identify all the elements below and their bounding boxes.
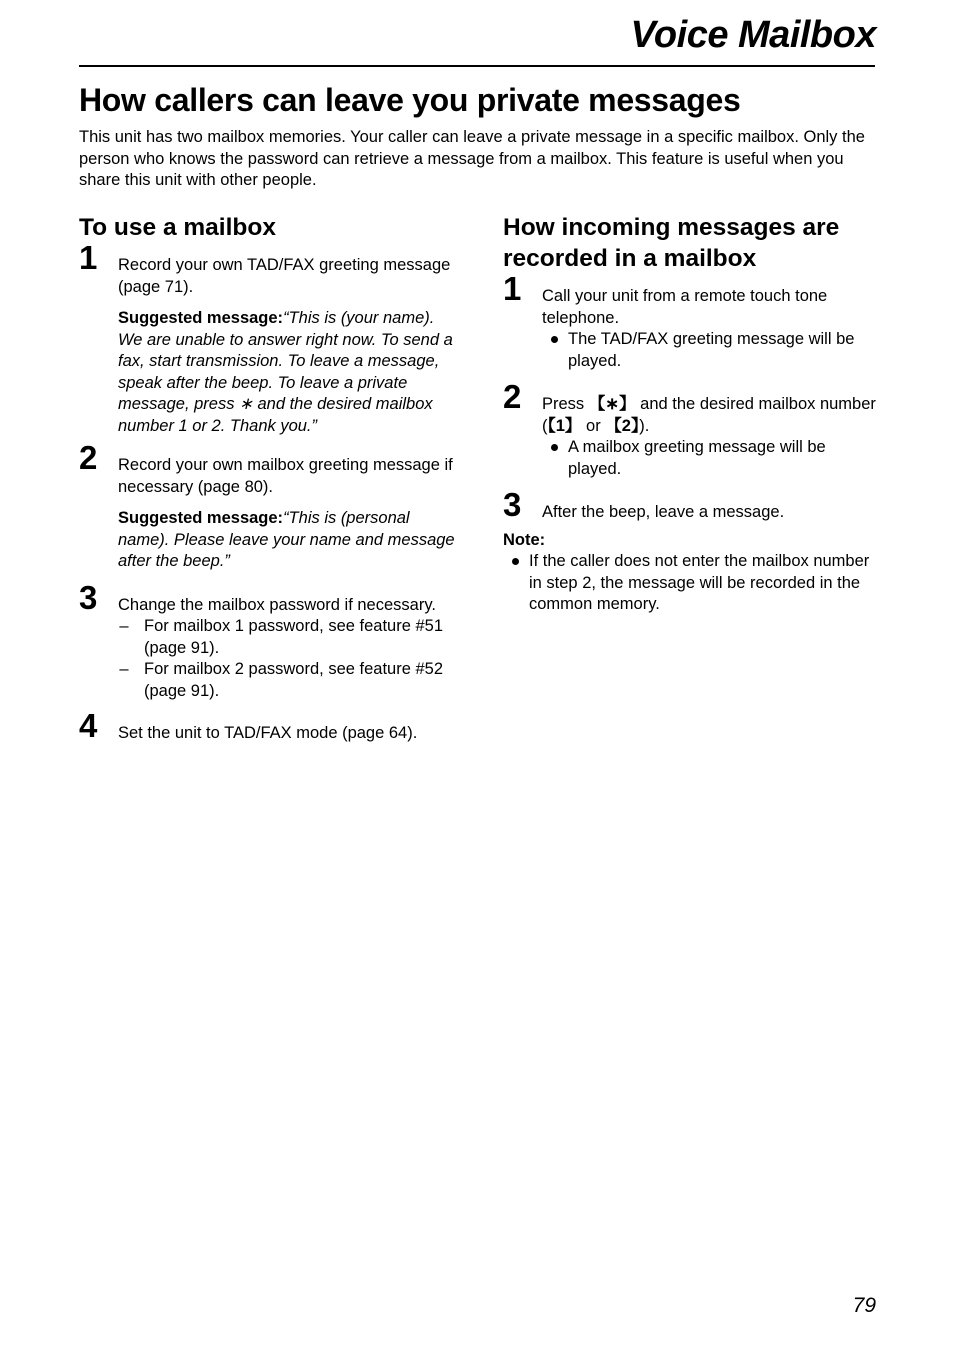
page-number: 79 <box>852 1294 876 1317</box>
key-1-icon: 【1】 <box>547 416 582 435</box>
step-number: 3 <box>79 578 98 616</box>
step-text-part: ). <box>639 416 650 435</box>
dash-item-text: For mailbox 2 password, see feature #52 (page 91). <box>144 660 443 700</box>
right-section-title: How incoming messages are recorded in a mailbox <box>503 214 840 272</box>
left-step-1 <box>79 239 459 437</box>
step-text: Record your own TAD/FAX greeting message (page 71). <box>118 256 451 296</box>
dash-item <box>118 616 459 659</box>
left-column <box>79 212 459 745</box>
dash-mark: – <box>119 617 129 635</box>
suggested-message-label: Suggested message: <box>118 309 284 327</box>
suggested-message <box>118 308 459 437</box>
step-number: 1 <box>503 270 522 307</box>
section-header-title: Voice Mailbox <box>630 14 876 56</box>
step-text-part: and the desired mailbox number ( <box>542 395 876 435</box>
step-text: After the beep, leave a message. <box>542 503 785 521</box>
left-step-4 <box>79 707 459 745</box>
step-number: 1 <box>79 239 98 276</box>
step-number: 3 <box>503 486 522 523</box>
left-step-3 <box>79 578 459 703</box>
right-column <box>503 212 883 616</box>
step-text: Call your unit from a remote touch tone telephone. <box>542 287 828 327</box>
star-key-icon: 【∗】 <box>588 395 636 413</box>
dash-item-text: For mailbox 1 password, see feature #51 (page 91). <box>144 617 443 657</box>
header-rule <box>79 65 875 67</box>
suggested-message <box>118 508 459 573</box>
step-number: 2 <box>79 439 98 476</box>
step-text-part: Press <box>542 395 589 413</box>
step-text: Record your own mailbox greeting message if necessary (page 80). <box>118 456 453 496</box>
right-step-3 <box>503 486 883 524</box>
left-step-2 <box>79 439 459 573</box>
note-item: If the caller does not enter the mailbox number in step 2, the message will be recorded in the common memory. <box>503 551 883 616</box>
bullet-item: The TAD/FAX greeting message will be played. <box>542 329 883 372</box>
suggested-message-text: “This is (personal name). Please leave your name and message after the beep.” <box>118 509 455 570</box>
dash-mark: – <box>119 660 129 678</box>
right-step-2 <box>503 378 883 480</box>
step-text <box>542 394 883 437</box>
bullet-item: A mailbox greeting message will be played. <box>542 437 883 480</box>
key-2-icon: 【2】 <box>605 416 640 435</box>
step-number: 4 <box>79 707 98 744</box>
note-label: Note: <box>503 530 546 549</box>
suggested-message-text: “This is (your name). We are unable to answer right now. To send a fax, start transmission. To leave a message, speak after the beep. To leave a private message, press ∗ and the desired mailbox number 1 or 2. Thank you.” <box>118 309 453 435</box>
step-text: Change the mailbox password if necessary. <box>118 595 436 614</box>
intro-paragraph: This unit has two mailbox memories. Your caller can leave a private message in a specific mailbox. Only the person who knows the password can retrieve a message from a mailbox. This feature is useful when you share this unit with other people. <box>79 128 865 189</box>
left-section-title: To use a mailbox <box>79 214 276 241</box>
right-step-1 <box>503 270 883 372</box>
suggested-message-label: Suggested message: <box>118 509 284 527</box>
step-text: Set the unit to TAD/FAX mode (page 64). <box>118 724 418 742</box>
page-title: How callers can leave you private messages <box>79 82 741 118</box>
step-text-part: or <box>581 416 606 435</box>
dash-item <box>118 659 459 702</box>
step-number: 2 <box>503 378 522 415</box>
